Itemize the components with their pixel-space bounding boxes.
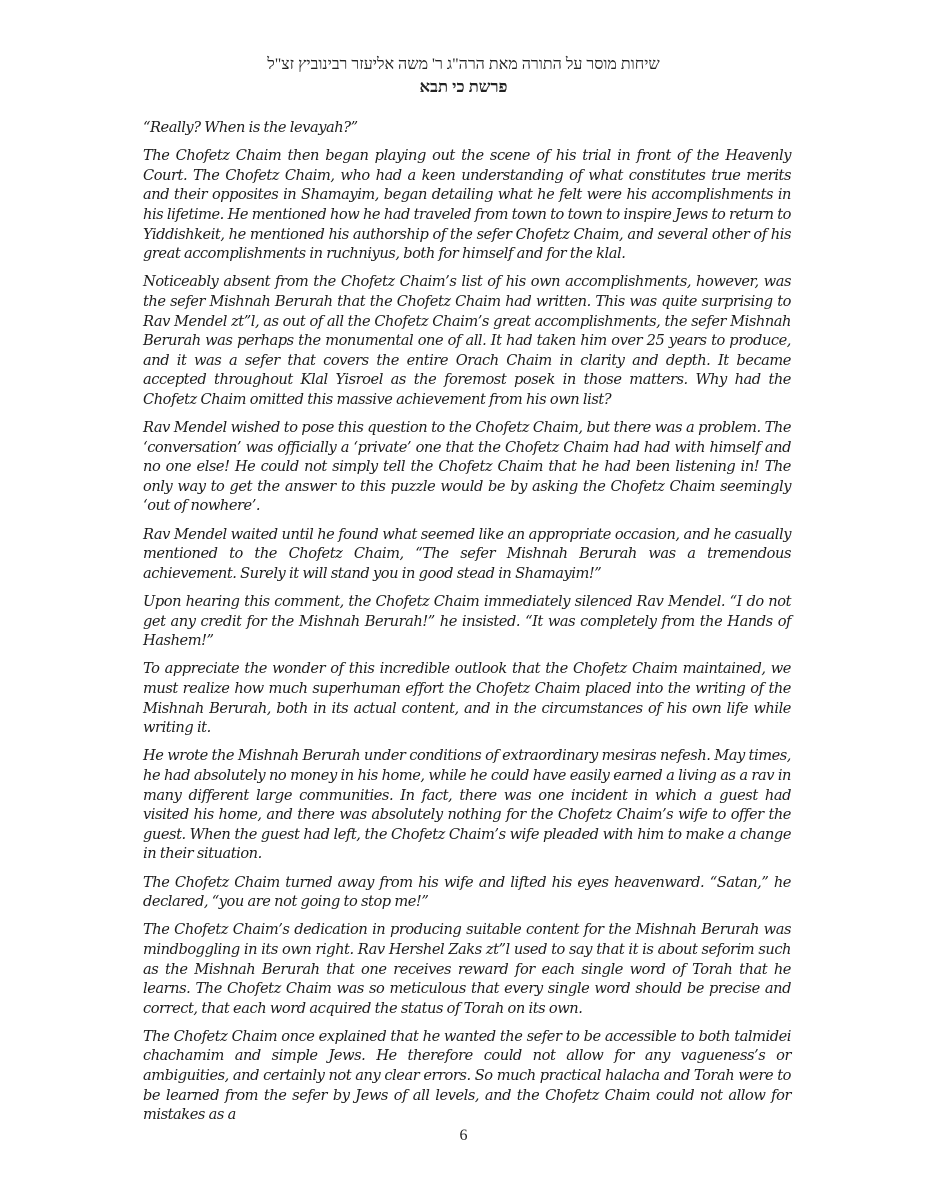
paragraph: He wrote the Mishnah Berurah under conditions of extraordinary mesiras nefesh. May times, he had absolutely no money in his home, while he could have easily earned a living as a rav in many different large communities. In fact, there was one incident in which a guest had visited his home, and there was absolutely nothing for the Chofetz Chaim’s wife to offer the guest. When the guest had left, the Chofetz Chaim’s wife pleaded with him to make a change in their situation.: [143, 747, 791, 863]
paragraph: “Really? When is the levayah?”: [143, 119, 358, 136]
paragraph: The Chofetz Chaim once explained that he wanted the sefer to be accessible to both talmidei chachamim and simple Jews. He therefore could not allow for any vagueness’s or ambiguities, and certainly not any clear errors. So much practical halacha and Torah were to be learned from the sefer by Jews of all levels, and the Chofetz Chaim could not allow for mistakes as a: [143, 1027, 791, 1124]
header-parsha-title: פרשת כי תבא: [419, 77, 508, 96]
paragraph: Upon hearing this comment, the Chofetz Chaim immediately silenced Rav Mendel. “I do not get any credit for the Mishnah Berurah!” he insisted. “It was completely from the Hands of Hashem!”: [143, 593, 791, 650]
paragraph: To appreciate the wonder of this incredible outlook that the Chofetz Chaim maintained, we must realize how much superhuman effort the Chofetz Chaim placed into the writing of the Mishnah Berurah, both in its actual content, and in the circumstances of his own life while writing it.: [143, 660, 791, 737]
body-text: [143, 118, 791, 1133]
paragraph: Rav Mendel wished to pose this question to the Chofetz Chaim, but there was a problem. The ‘conversation’ was officially a ‘private’ one that the Chofetz Chaim had had with himself and no one else! He could not simply tell the Chofetz Chaim that he had been listening in! The only way to get the answer to this puzzle would be by asking the Chofetz Chaim seemingly ‘out of nowhere’.: [143, 419, 791, 515]
paragraph: The Chofetz Chaim’s dedication in producing suitable content for the Mishnah Berurah was mindboggling in its own right. Rav Hershel Zaks zt”l used to say that it is about seforim such as the Mishnah Berurah that one receives reward for each single word of Torah that he learns. The Chofetz Chaim was so meticulous that every single word should be precise and correct, that each word acquired the status of Torah on its own.: [143, 921, 791, 1017]
paragraph: Noticeably absent from the Chofetz Chaim’s list of his own accomplishments, however, was the sefer Mishnah Berurah that the Chofetz Chaim had written. This was quite surprising to Rav Mendel zt”l, as out of all the Chofetz Chaim’s great accomplishments, the sefer Mishnah Berurah was perhaps the monumental one of all. It had taken him over 25 years to produce, and it was a sefer that covers the entire Orach Chaim in clarity and depth. It became accepted throughout Klal Yisroel as the foremost posek in those matters. Why had the Chofetz Chaim omitted this massive achievement from his own list?: [143, 273, 791, 408]
running-header: [0, 54, 927, 98]
paragraph: The Chofetz Chaim then began playing out the scene of his trial in front of the Heavenly Court. The Chofetz Chaim, who had a keen understanding of what constitutes true merits and their opposites in Shamayim, began detailing what he felt were his accomplishments in his lifetime. He mentioned how he had traveled from town to town to inspire Jews to return to Yiddishkeit, he mentioned his authorship of the sefer Chofetz Chaim, and several other of his great accomplishments in ruchniyus, both for himself and for the klal.: [143, 147, 791, 263]
paragraph: The Chofetz Chaim turned away from his wife and lifted his eyes heavenward. “Satan,” he declared, “you are not going to stop me!”: [143, 873, 791, 911]
header-series-title: שיחות מוסר על התורה מאת הרה"ג ר' משה אליעזר רבינוביץ זצ"ל: [267, 56, 660, 73]
paragraph: Rav Mendel waited until he found what seemed like an appropriate occasion, and he casually mentioned to the Chofetz Chaim, “The sefer Mishnah Berurah was a tremendous achievement. Surely it will stand you in good stead in Shamayim!”: [143, 525, 791, 582]
page-number: 6: [459, 1127, 468, 1144]
